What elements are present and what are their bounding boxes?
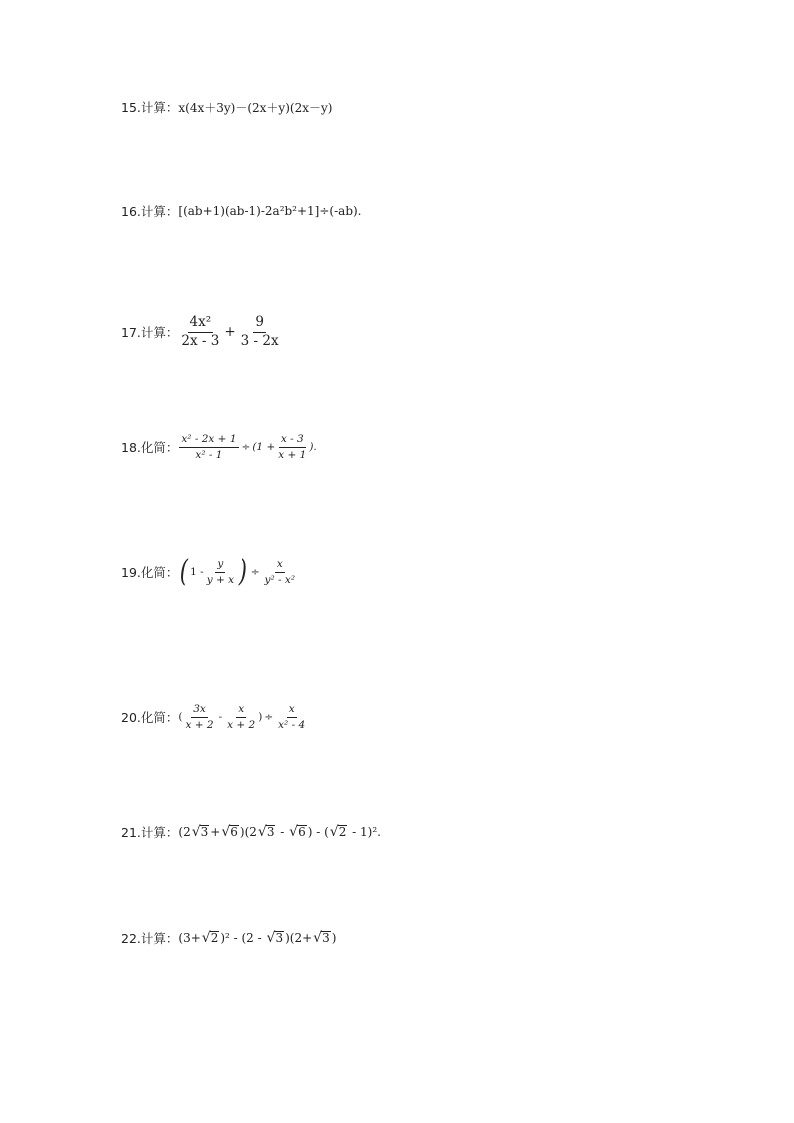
- text-part: +: [210, 825, 221, 839]
- radicand: 6: [230, 825, 238, 840]
- operator: ÷: [250, 566, 260, 578]
- expression: [178, 931, 336, 945]
- fraction: [239, 316, 281, 348]
- problem-21: [121, 823, 381, 841]
- text-part: (3+: [178, 931, 201, 945]
- fraction: [263, 559, 298, 585]
- denominator: x + 2: [227, 718, 256, 731]
- problem-16: [121, 202, 362, 220]
- right-paren: ): [238, 554, 247, 589]
- sqrt: √ 3: [257, 824, 275, 840]
- radicand: 2: [210, 931, 219, 946]
- text-part: )(2: [239, 825, 257, 839]
- fraction: [179, 316, 221, 348]
- operator: -: [218, 711, 223, 723]
- fraction: [276, 704, 307, 730]
- text-part: )² - (2 -: [220, 931, 266, 945]
- numerator: x: [287, 704, 297, 718]
- denominator: x² - 4: [278, 718, 306, 731]
- problem-label: 15.计算：: [121, 100, 179, 115]
- fraction: [184, 704, 216, 730]
- numerator: 9: [253, 316, 266, 333]
- radicand: 2: [338, 825, 347, 840]
- problem-label: 18.化简：: [121, 440, 179, 455]
- radicand: 3: [322, 931, 330, 946]
- text-part: - 1)².: [348, 825, 381, 839]
- denominator: x + 1: [278, 448, 307, 461]
- numerator: x: [236, 704, 246, 718]
- problem-15: [121, 98, 332, 116]
- sqrt: √ 3: [191, 824, 209, 840]
- text-part: )(2+: [285, 931, 313, 945]
- expression: [178, 316, 281, 348]
- fraction: [225, 704, 257, 730]
- numerator: x² - 2x + 1: [179, 434, 238, 448]
- problem-17: [121, 316, 282, 348]
- denominator: y + x: [206, 573, 235, 586]
- fraction: [276, 434, 308, 460]
- expression: [178, 825, 381, 839]
- radicand: 6: [298, 825, 306, 840]
- denominator: x + 2: [185, 718, 214, 731]
- problem-label: 19.化简：: [121, 565, 179, 580]
- operator: ÷: [264, 711, 274, 723]
- radicand: 3: [275, 931, 284, 946]
- numerator: x: [275, 559, 285, 573]
- operator: +: [224, 324, 236, 340]
- numerator: x - 3: [279, 434, 306, 448]
- sqrt: √ 6: [221, 824, 238, 840]
- denominator: 3 - 2x: [240, 332, 279, 349]
- radicand: 3: [266, 825, 275, 840]
- open-paren: (1 +: [252, 441, 276, 453]
- expression: [178, 554, 298, 589]
- denominator: y² - x²: [264, 573, 296, 586]
- problem-19: [121, 554, 298, 589]
- problem-20: [121, 704, 308, 730]
- close-paren: ): [258, 711, 263, 723]
- expression: [(ab+1)(ab-1)-2a²b²+1]÷(-ab).: [178, 204, 362, 218]
- expression: x(4x＋3y)－(2x＋y)(2x－y): [178, 100, 333, 115]
- sqrt: √ 3: [313, 930, 330, 946]
- problem-label: 21.计算：: [121, 825, 179, 840]
- sqrt: √ 2: [329, 824, 347, 840]
- problem-label: 20.化简：: [121, 710, 179, 725]
- denominator: 2x - 3: [181, 332, 220, 349]
- sqrt: √ 2: [201, 930, 219, 946]
- problem-22: [121, 929, 336, 947]
- numerator: 3x: [191, 704, 208, 718]
- open-paren: (: [178, 711, 183, 723]
- sqrt: √ 6: [289, 824, 306, 840]
- radicand: 3: [200, 825, 209, 840]
- text-part: (2: [178, 825, 191, 839]
- sqrt: √ 3: [266, 930, 284, 946]
- left-paren: (: [180, 554, 189, 589]
- fraction: [179, 434, 238, 460]
- problem-label: 17.计算：: [121, 325, 179, 340]
- numerator: 4x²: [188, 316, 214, 333]
- numerator: y: [215, 559, 225, 573]
- text-part: -: [276, 825, 289, 839]
- problem-label: 16.计算：: [121, 204, 179, 219]
- problem-label: 22.计算：: [121, 931, 179, 946]
- expression: [178, 434, 316, 460]
- text-part: ): [331, 931, 337, 945]
- fraction: [205, 559, 236, 585]
- operator: ÷: [241, 441, 251, 453]
- problem-18: [121, 434, 317, 460]
- expression: [178, 704, 308, 730]
- close-paren: ).: [309, 441, 317, 453]
- term-one: 1 -: [190, 566, 204, 578]
- denominator: x² - 1: [195, 448, 223, 461]
- text-part: ) - (: [307, 825, 329, 839]
